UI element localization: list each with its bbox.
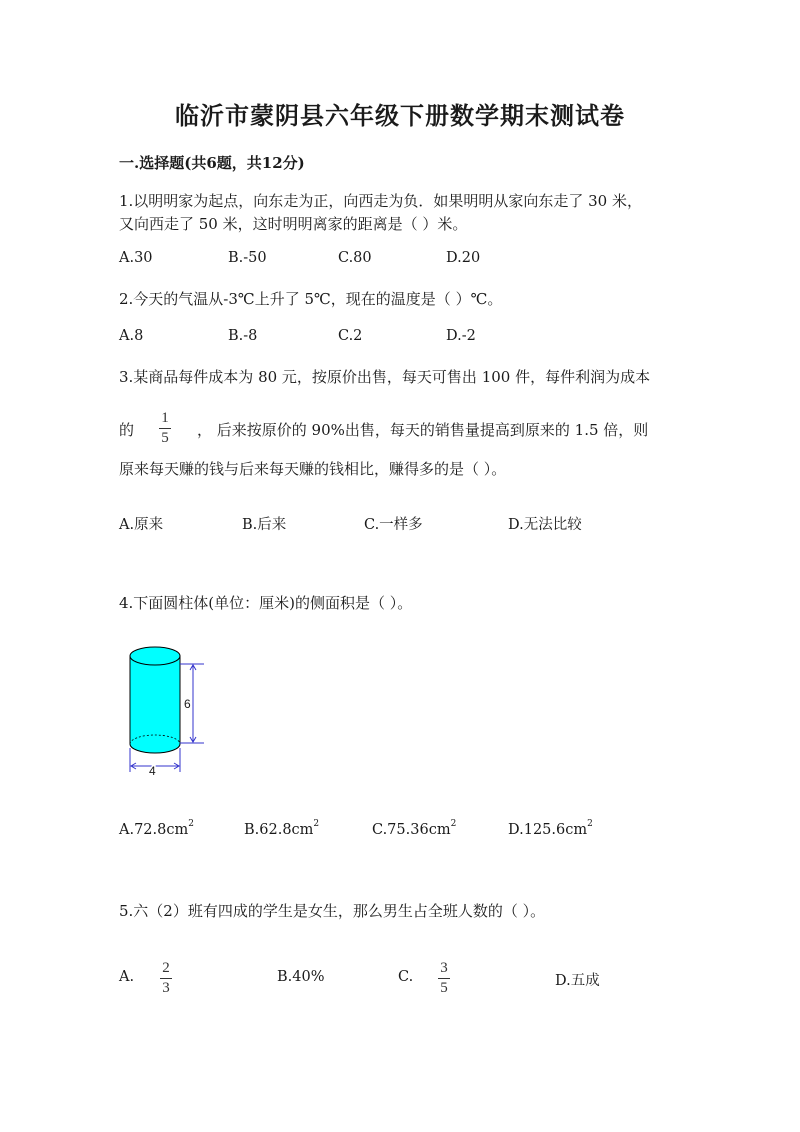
cylinder-figure bbox=[120, 640, 210, 780]
q3-fraction-numerator: 1 bbox=[161, 410, 169, 426]
question-3-prefix: 的 bbox=[119, 421, 135, 439]
q4-option-d-sup: 2 bbox=[587, 819, 593, 829]
q5-option-c-label: C. bbox=[398, 969, 414, 985]
q5-option-b: B.40% bbox=[277, 969, 325, 985]
q5-c-denominator: 5 bbox=[440, 980, 448, 996]
q4-option-a-sup: 2 bbox=[188, 819, 194, 829]
q2-option-d: D.-2 bbox=[446, 328, 476, 344]
section-heading: 一.选择题(共6题，共12分) bbox=[119, 154, 305, 172]
question-3-line-2: ， 后来按原价的 90%出售，每天的销售量提高到原来的 1.5 倍，则 bbox=[197, 421, 649, 439]
q4-option-a-text: A.72.8cm bbox=[119, 822, 189, 838]
q2-option-c: C.2 bbox=[338, 328, 363, 344]
q4-option-d-text: D.125.6cm bbox=[508, 822, 588, 838]
q4-option-a bbox=[119, 819, 194, 838]
q4-option-c bbox=[372, 819, 457, 838]
q1-option-c: C.80 bbox=[338, 250, 372, 266]
q4-option-d bbox=[508, 819, 593, 838]
q4-option-b-sup: 2 bbox=[313, 819, 320, 829]
q3-fraction bbox=[159, 410, 171, 447]
q1-option-d: D.20 bbox=[446, 250, 481, 266]
q3-fraction-denominator: 5 bbox=[161, 430, 169, 446]
q3-option-b: B.后来 bbox=[242, 517, 287, 533]
question-5-text: 5.六（2）班有四成的学生是女生，那么男生占全班人数的（ ）。 bbox=[119, 902, 546, 920]
q5-a-denominator: 3 bbox=[162, 980, 170, 996]
q2-option-b: B.-8 bbox=[228, 328, 258, 344]
q3-option-c: C.一样多 bbox=[364, 517, 423, 533]
question-1-line-1: 1.以明明家为起点，向东走为正，向西走为负．如果明明从家向东走了 30 米， bbox=[119, 192, 642, 210]
question-2-text: 2.今天的气温从-3℃上升了 5℃，现在的温度是（ ）℃。 bbox=[119, 290, 503, 308]
question-4-text: 4.下面圆柱体(单位：厘米)的侧面积是（ ）。 bbox=[119, 594, 413, 612]
question-1-line-2: 又向西走了 50 米，这时明明离家的距离是（ ）米。 bbox=[119, 215, 468, 233]
q4-option-c-sup: 2 bbox=[450, 819, 457, 829]
q1-option-a: A.30 bbox=[119, 250, 153, 266]
diameter-label: 4 bbox=[149, 764, 156, 778]
q2-option-a: A.8 bbox=[119, 328, 144, 344]
q5-option-a-label: A. bbox=[119, 969, 135, 985]
cylinder-body bbox=[130, 647, 180, 753]
q3-option-a: A.原来 bbox=[119, 517, 164, 533]
q5-a-numerator: 2 bbox=[162, 960, 170, 976]
q5-option-d: D.五成 bbox=[555, 973, 600, 989]
fraction-bar bbox=[160, 978, 172, 979]
height-label: 6 bbox=[184, 697, 191, 711]
question-3-line-1: 3.某商品每件成本为 80 元，按原价出售，每天可售出 100 件，每件利润为成本 bbox=[119, 368, 651, 386]
fraction-bar bbox=[159, 428, 171, 429]
q5-c-numerator: 3 bbox=[440, 960, 448, 976]
q3-option-d: D.无法比较 bbox=[508, 517, 582, 533]
question-3-line-3: 原来每天赚的钱与后来每天赚的钱相比，赚得多的是（ ）。 bbox=[119, 460, 507, 478]
fraction-bar bbox=[438, 978, 450, 979]
page-title: 临沂市蒙阴县六年级下册数学期末测试卷 bbox=[175, 101, 625, 130]
q5-option-c-fraction bbox=[438, 960, 450, 997]
q4-option-c-text: C.75.36cm bbox=[372, 822, 451, 838]
q1-option-b: B.-50 bbox=[228, 250, 267, 266]
q4-option-b bbox=[244, 819, 320, 838]
q5-option-a-fraction bbox=[160, 960, 172, 997]
q4-option-b-text: B.62.8cm bbox=[244, 822, 314, 838]
